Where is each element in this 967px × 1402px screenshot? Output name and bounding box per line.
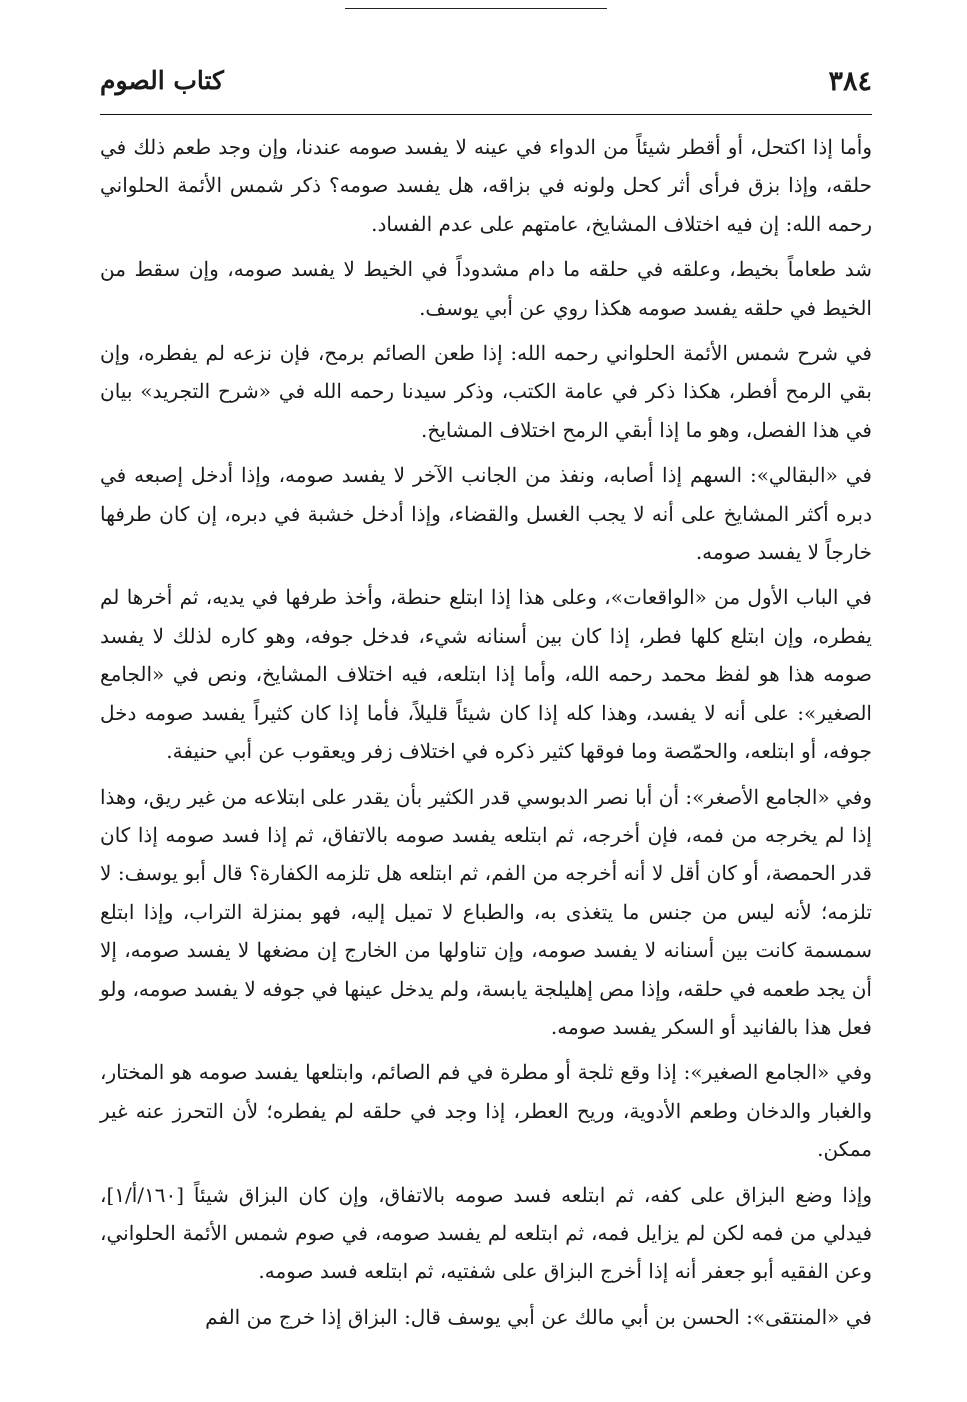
running-title: كتاب الصوم	[100, 66, 224, 95]
paragraph: في الباب الأول من «الواقعات»، وعلى هذا إذا ابتلع حنطة، وأخذ طرفها في يديه، ثم أخرها لم يفطره، وإن ابتلع كلها فطر، إذا كان بين أسنانه شيء، فدخل جوفه، وهو كاره لذلك لا يفسد صومه هذا هو لفظ محمد رحمه الله، وأما إذا ابتلعه، فيه اختلاف المشايخ، ونص في «الجامع الصغير»: على أنه لا يفسد، وهذا كله إذا كان شيئاً قليلاً، فأما إذا كان كثيراً يفسد صومه دخل جوفه، أو ابتلعه، والحمّصة وما فوقها كثير ذكره في اختلاف زفر ويعقوب عن أبي حنيفة.	[100, 585, 872, 764]
paragraph: في «المنتقى»: الحسن بن أبي مالك عن أبي يوسف قال: البزاق إذا خرج من الفم	[205, 1304, 872, 1329]
paragraph: في شرح شمس الأئمة الحلواني رحمه الله: إذا طعن الصائم برمح، فإن نزعه لم يفطره، وإن بقي الرمح أفطر، هكذا ذكر في عامة الكتب، وذكر سيدنا رحمه الله في «شرح التجريد» بيان في هذا الفصل، وهو ما إذا أبقي الرمح اختلاف المشايخ.	[100, 341, 872, 442]
page-body	[100, 126, 872, 1340]
paragraph: وإذا وضع البزاق على كفه، ثم ابتلعه فسد صومه بالاتفاق، وإن كان البزاق شيئاً [١٦٠/أ/١]، فيدلي من فمه لكن لم يزايل فمه، ثم ابتلعه لم يفسد صومه، في صوم شمس الأئمة الحلواني، وعن الفقيه أبو جعفر أنه إذا أخرج البزاق على شفتيه، ثم ابتلعه فسد صومه.	[100, 1182, 872, 1284]
paragraph: شد طعاماً بخيط، وعلقه في حلقه ما دام مشدوداً في الخيط لا يفسد صومه، وإن سقط من الخيط في حلقه يفسد صومه هكذا روي عن أبي يوسف.	[100, 257, 872, 320]
header-rule	[100, 114, 872, 115]
page-header	[100, 60, 872, 108]
paragraph: وفي «الجامع الصغير»: إذا وقع ثلجة أو مطرة في فم الصائم، وابتلعها يفسد صومه هو المختار، والغبار والدخان وطعم الأدوية، وريح العطر، إذا وجد في حلقه لم يفطره؛ لأن التحرز عنه غير ممكن.	[100, 1060, 872, 1162]
page-number: ٣٨٤	[828, 66, 872, 97]
paragraph: وأما إذا اكتحل، أو أقطر شيئاً من الدواء في عينه لا يفسد صومه عندنا، وإن وجد طعم ذلك في حلقه، وإذا بزق فرأى أثر كحل ولونه في بزاقه، هل يفسد صومه؟ ذكر شمس الأئمة الحلواني رحمه الله: إن فيه اختلاف المشايخ، عامتهم على عدم الفساد.	[100, 135, 872, 236]
paragraph: وفي «الجامع الأصغر»: أن أبا نصر الدبوسي قدر الكثير بأن يقدر على ابتلاعه من غير ريق، وهذا إذا لم يخرجه من فمه، فإن أخرجه، ثم ابتلعه يفسد صومه بالاتفاق، ثم إذا فسد صومه إذا كان قدر الحمصة، أو كان أقل لا أنه أخرجه من الفم، ثم ابتلعه هل تلزمه الكفارة؟ قال أبو يوسف: لا تلزمه؛ لأنه ليس من جنس ما يتغذى به، والطباع لا تميل إليه، فهو بمنزلة التراب، وإذا ابتلع سمسمة كانت بين أسنانه لا يفسد صومه، وإن تناولها من الخارج إن مضغها لا يفسد صومه، إلا أن يجد طعمه في حلقه، وإذا مص إهليلجة يابسة، ولم يدخل عينها في جوفه لا يفسد صومه، ولو فعل هذا بالفانيد أو السكر يفسد صومه.	[100, 784, 872, 1039]
top-rule	[345, 8, 607, 9]
paragraph: في «البقالي»: السهم إذا أصابه، ونفذ من الجانب الآخر لا يفسد صومه، وإذا أدخل إصبعه في دبره أكثر المشايخ على أنه لا يجب الغسل والقضاء، وإذا أدخل خشبة في دبره، إن كان طرفها خارجاً لا يفسد صومه.	[100, 463, 872, 565]
